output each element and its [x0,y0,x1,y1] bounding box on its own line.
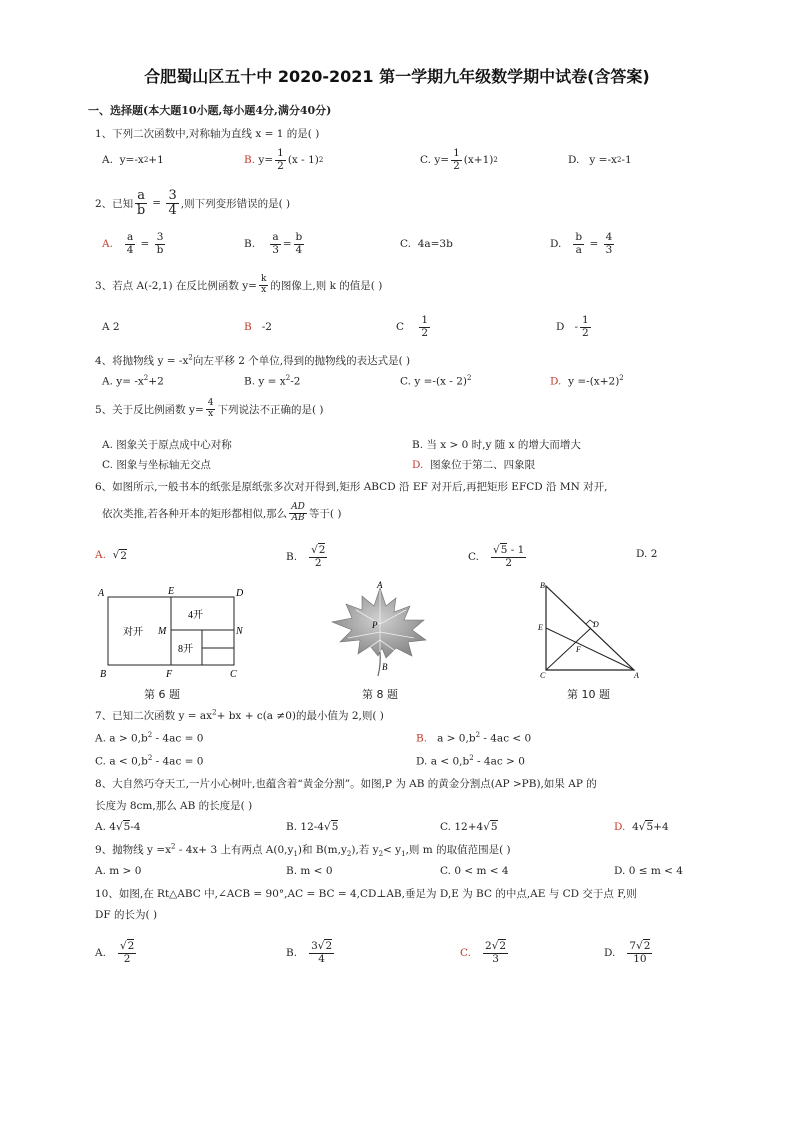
q3-option-c: C $\frac{1}{2}$ [396,314,429,339]
fig6-label-c: C [230,669,237,680]
q5-option-c: C. 图象与坐标轴无交点 [102,459,211,471]
figure-6 [96,584,250,684]
fig6-label-n: N [236,626,243,637]
q10-option-a: A. $\frac{√2}{2}$ [95,940,135,965]
fig10-label-c: C [540,671,546,680]
q8-option-c: C. 12+4√5 [440,821,498,833]
fig8-label-a: A [377,580,383,590]
q9-option-c: C. 0 < m < 4 [440,865,509,877]
section-heading: 一、选择题(本大题10小题,每小题4分,满分40分) [88,104,332,117]
q8-stem-line2: 长度为 8cm,那么 AB 的长度是( ) [95,800,253,812]
page-title: 合肥蜀山区五十中 2020-2021 第一学期九年级数学期中试卷(含答案) [144,67,650,86]
q7-option-a: A. $a > 0,b^2 - 4ac = 0$ [95,731,204,745]
q1-option-c: C. y= $\frac{1}{2}$ (x+1) 2 [420,147,498,172]
fig10-label-a: A [634,671,639,680]
q2-option-b: B. $\frac{a}{3}$ = $\frac{b}{4}$ [244,231,303,256]
q4-stem: 4、将抛物线 $y = -x^2$向左平移 2 个单位,得到的抛物线的表达式是( ) [95,353,411,367]
q2-option-a: A. $\frac{a}{4}$ = $\frac{3}{b}$ [102,231,164,256]
fig10-label-e: E [538,623,543,632]
fig6-label-a: A [98,588,105,599]
q10-stem-line2: DF 的长为( ) [95,909,158,921]
q2-option-c: C. 4a=3b [400,238,453,250]
fig6-label-d: D [236,588,244,599]
fig10-label-b: B [540,581,545,590]
q6-option-c: C. $\frac{√5 - 1}{2}$ [468,544,525,569]
fig8-label-p: P [372,620,378,630]
q7-option-b: B. $a > 0,b^2 - 4ac < 0$ [416,731,532,745]
q6-option-b: B. $\frac{√2}{2}$ [286,544,326,569]
q3-option-d: D - $\frac{1}{2}$ [556,314,589,339]
q1-stem: 1、下列二次函数中,对称轴为直线 x = 1 的是( ) [95,128,320,140]
fig6-label-e: E [168,586,175,597]
q2-stem: 2、已知 $\frac{a}{b}$ = $\frac{3}{4}$ ,则下列变形错误的是( ) [95,187,291,218]
q6-option-a: A. √ 2 [95,549,127,562]
q3-option-b: B -2 [244,321,272,333]
fig6-text-duikai: 对开 [123,627,143,638]
q9-option-b: B. m < 0 [286,865,333,877]
q1-option-d: D. y =-x 2 -1 [568,154,632,166]
q6-option-d: D. 2 [636,548,658,560]
fig6-caption: 第 6 题 [144,688,180,701]
fig6-text-4kai: 4开 [188,610,203,621]
q4-option-a: A. $y= -x^2+2$ [102,374,164,388]
q9-option-d: D. 0 ≤ m < 4 [614,865,683,877]
q2-option-d: D. $\frac{b}{a}$ = $\frac{4}{3}$ [550,231,613,256]
q8-stem-line1: 8、大自然巧夺天工,一片小心树叶,也蕴含着“黄金分割”。如图,P 为 AB 的黄金分割点(AP >PB),如果 AP 的 [95,778,597,790]
q8-option-d: D. 4√5+4 [614,821,669,833]
q6-stem-line1: 6、如图所示,一般书本的纸张是原纸张多次对开得到,矩形 ABCD 沿 EF 对开后,再把矩形 EFCD 沿 MN 对开, [95,481,608,493]
figure-10-triangle [534,580,644,682]
fig10-caption: 第 10 题 [567,688,610,701]
q10-option-c: C. $\frac{2√2}{3}$ [460,940,507,965]
q4-option-c: C. y =-(x - 2)$^2$ [400,374,472,388]
fig6-label-b: B [100,669,107,680]
q4-option-b: B. $y = x^2-2$ [244,374,301,388]
q3-option-a: A 2 [102,321,120,333]
q10-stem-line1: 10、如图,在 Rt△ABC 中,∠ACB = 90°,AC = BC = 4,CD⊥AB,垂足为 D,E 为 BC 的中点,AE 与 CD 交于点 F,则 [95,888,637,900]
q9-stem: 9、抛物线 $y =x^2 - 4x+ 3$ 上有两点 $A(0,y_1)$和 $B(m,y_2)$,若 $y_2< y_1$,则 m 的取值范围是( ) [95,842,511,859]
fig6-label-f: F [166,669,173,680]
fig8-label-b: B [382,662,388,672]
q8-option-b: B. 12-4√5 [286,821,339,833]
q4-option-d: D. $y =-(x+2)^2$ [550,374,624,388]
fig6-label-m: M [158,626,167,637]
q5-stem: 5、关于反比例函数 y= $\frac{4}{x}$ 下列说法不正确的是( ) [95,398,324,419]
fig10-label-f: F [576,645,581,654]
q1-option-b: B. y= $\frac{1}{2}$ (x - 1) 2 [244,147,324,172]
q7-option-c: C. $a < 0,b^2 - 4ac = 0$ [95,754,204,768]
q9-option-a: A. m > 0 [95,865,142,877]
q10-option-b: B. $\frac{3√2}{4}$ [286,940,333,965]
q3-stem: 3、若点 A(-2,1) 在反比例函数 y= $\frac{k}{x}$ 的图像上,则 k 的值是( ) [95,274,383,295]
figure-8-leaf [326,580,432,682]
q6-stem-line2: 依次类推,若各种开本的矩形都相似,那么 $\frac{AD}{AB}$ 等于( ) [102,502,342,523]
q10-option-d: D. $\frac{7√2}{10}$ [604,940,651,965]
fig10-label-d: D [593,620,599,629]
fig8-caption: 第 8 题 [362,688,398,701]
q8-option-a: A. 4√5-4 [95,821,141,833]
q5-option-b: B. 当 x > 0 时,y 随 x 的增大而增大 [412,439,581,451]
q5-option-a: A. 图象关于原点成中心对称 [102,439,232,451]
q1-option-a: A. y=-x 2 +1 [102,154,164,166]
q7-option-d: D. $a < 0,b^2 - 4ac > 0$ [416,754,525,768]
q7-stem: 7、已知二次函数 $y = ax^2+$ bx + c(a ≠0)的最小值为 2,则( ) [95,708,384,722]
q5-option-d: D. 图象位于第二、四象限 [412,459,536,471]
fig6-text-8kai: 8开 [178,644,193,655]
